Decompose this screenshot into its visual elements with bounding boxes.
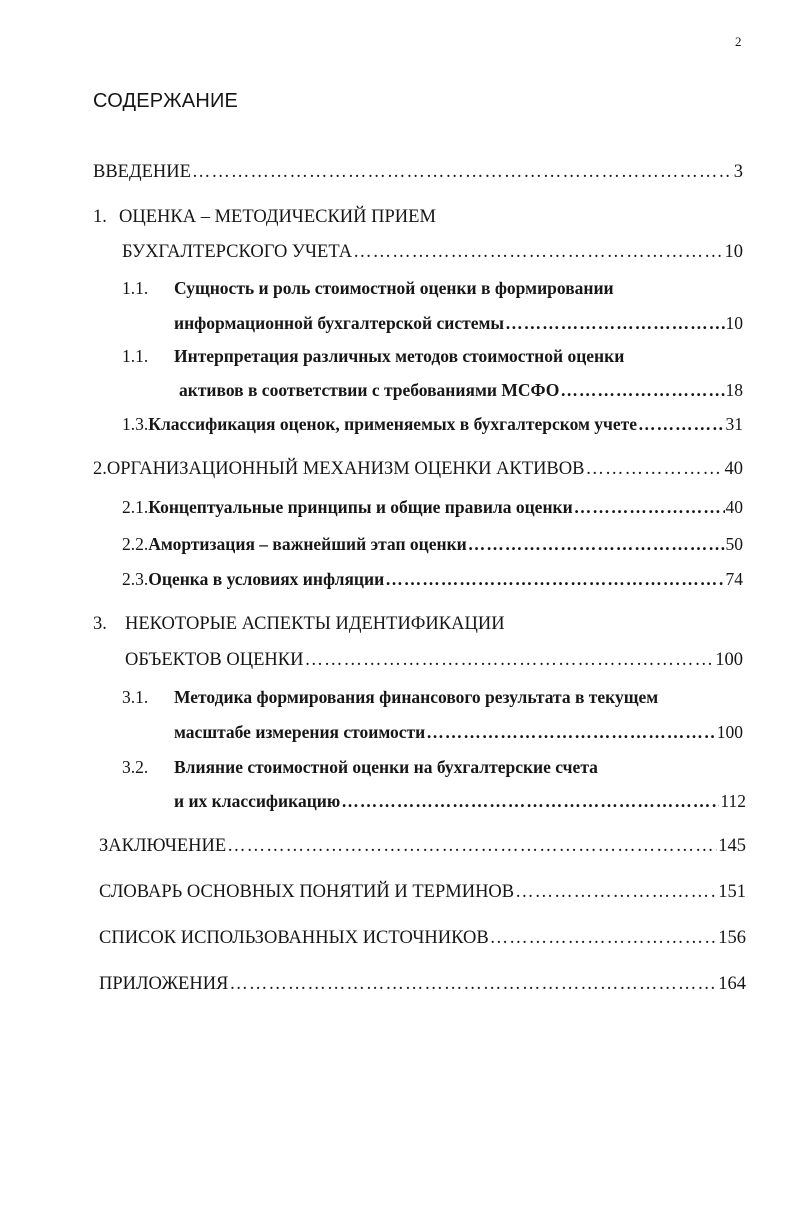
toc-section-label: Оценка в условиях инфляции	[148, 569, 385, 589]
toc-entry-intro[interactable]	[93, 160, 743, 184]
toc-entry-page: 100	[715, 650, 743, 670]
toc-section-number: 1.3.	[122, 414, 149, 434]
toc-section-label: Методика формирования финансового результата в текущем	[174, 687, 659, 707]
toc-chapter-number: 1.	[93, 207, 107, 227]
toc-section-number: 3.1.	[122, 687, 149, 707]
toc-entry-page: 50	[725, 534, 743, 554]
leader-dots	[385, 567, 724, 591]
toc-section-1-1-cont[interactable]	[174, 311, 743, 335]
toc-entry-appendix[interactable]	[99, 972, 746, 996]
leader-dots	[192, 160, 733, 184]
leader-dots	[227, 834, 717, 858]
toc-section-label: информационной бухгалтерской системы	[174, 313, 505, 333]
toc-chapter-label: ОЦЕНКА – МЕТОДИЧЕСКИЙ ПРИЕМ	[119, 207, 436, 227]
toc-entry-page: 40	[725, 497, 743, 517]
toc-chapter-label: БУХГАЛТЕРСКОГО УЧЕТА	[122, 242, 353, 262]
leader-dots	[304, 648, 714, 672]
toc-entry-page: 145	[718, 836, 746, 856]
toc-section-number: 3.2.	[122, 757, 149, 777]
leader-dots	[468, 532, 725, 556]
toc-title: СОДЕРЖАНИЕ	[93, 90, 239, 112]
toc-section-2-1[interactable]	[122, 495, 743, 519]
toc-entry-label: СЛОВАРЬ ОСНОВНЫХ ПОНЯТИЙ И ТЕРМИНОВ	[99, 882, 515, 902]
toc-entry-page: 40	[724, 459, 743, 479]
toc-section-label: активов в соответствии с требованиями МСФО	[179, 380, 560, 400]
toc-entry-glossary[interactable]	[99, 880, 746, 904]
toc-chapter-3-heading[interactable]	[93, 612, 505, 636]
toc-section-number: 1.1.	[122, 346, 149, 366]
toc-entry-page: 164	[718, 974, 746, 994]
toc-entry-conclusion[interactable]	[99, 834, 746, 858]
toc-entry-page: 3	[733, 162, 743, 182]
toc-entry-label: СПИСОК ИСПОЛЬЗОВАННЫХ ИСТОЧНИКОВ	[99, 928, 489, 948]
toc-entry-page: 100	[716, 722, 743, 742]
toc-chapter-1-heading-cont[interactable]	[122, 240, 743, 264]
toc-entry-page: 10	[725, 313, 743, 333]
toc-section-label: Сущность и роль стоимостной оценки в формировании	[174, 278, 614, 298]
leader-dots	[341, 789, 719, 813]
leader-dots	[638, 412, 724, 436]
toc-section-label: Концептуальные принципы и общие правила оценки	[148, 497, 573, 517]
toc-chapter-label: ОРГАНИЗАЦИОННЫЙ МЕХАНИЗМ ОЦЕНКИ АКТИВОВ	[106, 459, 585, 479]
toc-section-2-2[interactable]	[122, 532, 743, 556]
leader-dots	[229, 972, 717, 996]
toc-section-3-1-cont[interactable]	[174, 720, 743, 744]
toc-section-number: 2.3.	[122, 569, 149, 589]
toc-entry-label: ВВЕДЕНИЕ	[93, 162, 191, 182]
page-number: 2	[735, 34, 742, 49]
toc-section-number: 1.1.	[122, 278, 149, 298]
toc-section-number: 2.1.	[122, 497, 149, 517]
toc-section-label: Амортизация – важнейший этап оценки	[148, 534, 467, 554]
leader-dots	[353, 240, 723, 264]
leader-dots	[505, 311, 724, 335]
toc-entry-page: 151	[718, 882, 746, 902]
toc-entry-page: 18	[725, 380, 743, 400]
toc-section-3-2[interactable]	[122, 755, 598, 779]
toc-entry-label: ПРИЛОЖЕНИЯ	[99, 974, 229, 994]
leader-dots	[426, 720, 716, 744]
toc-entry-sources[interactable]	[99, 926, 746, 950]
toc-chapter-label: ОБЪЕКТОВ ОЦЕНКИ	[125, 650, 304, 670]
toc-chapter-number: 3.	[93, 614, 107, 634]
toc-section-label: Влияние стоимостной оценки на бухгалтерские счета	[174, 757, 598, 777]
toc-chapter-number: 2.	[93, 459, 107, 479]
toc-section-3-2-cont[interactable]	[174, 789, 746, 813]
leader-dots	[560, 378, 724, 402]
toc-section-1-2-cont[interactable]	[179, 378, 743, 402]
toc-section-3-1[interactable]	[122, 685, 658, 709]
toc-entry-page: 31	[725, 414, 743, 434]
leader-dots	[515, 880, 717, 904]
toc-section-label: и их классификацию	[174, 791, 341, 811]
toc-chapter-3-heading-cont[interactable]	[125, 648, 743, 672]
toc-section-1-2[interactable]	[122, 344, 624, 368]
leader-dots	[574, 495, 725, 519]
toc-section-2-3[interactable]	[122, 567, 743, 591]
leader-dots	[585, 457, 723, 481]
toc-section-number: 2.2.	[122, 534, 149, 554]
toc-section-label: масштабе измерения стоимости	[174, 722, 426, 742]
toc-section-label: Классификация оценок, применяемых в бухгалтерском учете	[148, 414, 638, 434]
toc-section-1-1[interactable]	[122, 276, 614, 300]
toc-entry-page: 156	[718, 928, 746, 948]
toc-entry-page: 112	[720, 791, 746, 811]
toc-chapter-2[interactable]	[93, 457, 743, 481]
toc-entry-label: ЗАКЛЮЧЕНИЕ	[99, 836, 227, 856]
toc-chapter-label: НЕКОТОРЫЕ АСПЕКТЫ ИДЕНТИФИКАЦИИ	[125, 614, 505, 634]
toc-section-label: Интерпретация различных методов стоимостной оценки	[174, 346, 625, 366]
toc-chapter-1-heading[interactable]	[93, 205, 436, 229]
toc-section-1-3[interactable]	[122, 412, 743, 436]
toc-entry-page: 74	[725, 569, 743, 589]
leader-dots	[490, 926, 718, 950]
toc-entry-page: 10	[724, 242, 743, 262]
